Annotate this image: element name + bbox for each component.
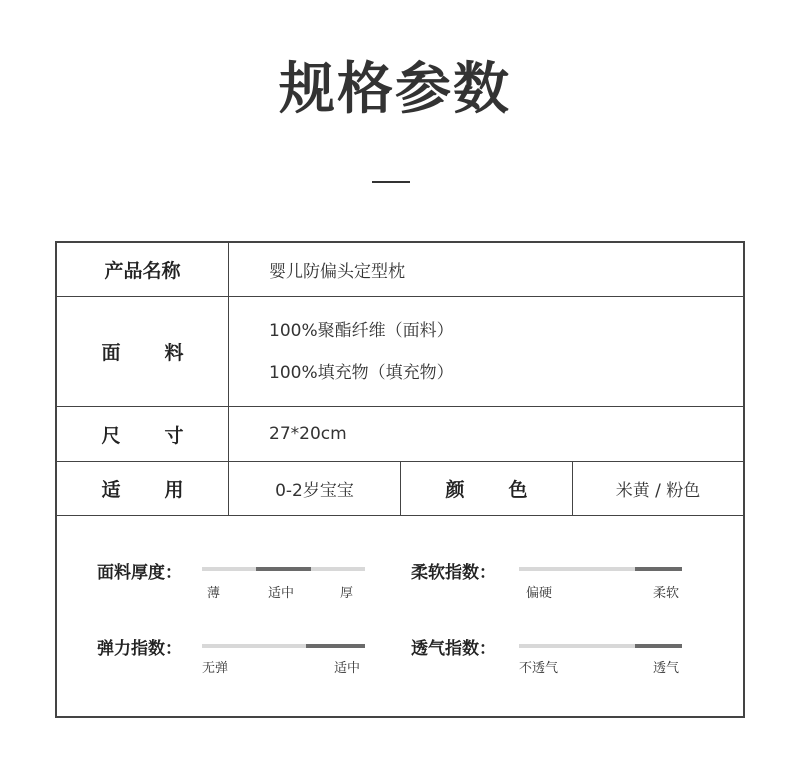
indicator-tick: 透气 (653, 661, 680, 676)
indicator-bar-fill (256, 567, 311, 571)
usage-label-text: 适用 (101, 479, 228, 501)
fabric-value (229, 297, 743, 406)
spec-table (55, 241, 745, 718)
usage-value: 0-2岁宝宝 (275, 481, 354, 501)
usage-label (57, 462, 228, 515)
indicator-bar (202, 644, 365, 648)
indicator-tick: 厚 (340, 586, 354, 601)
fabric-label-text: 面料 (101, 342, 228, 364)
color-label-text: 颜色 (445, 479, 572, 501)
indicator-tick: 偏硬 (526, 586, 553, 601)
indicator-bar-fill (635, 567, 682, 571)
indicator-label: 透气指数： (411, 639, 496, 659)
indicator-tick: 不透气 (519, 661, 559, 676)
indicator-bar (519, 644, 682, 648)
product-name-value: 婴儿防偏头定型枕 (269, 262, 405, 282)
indicator-bar-fill (635, 644, 682, 648)
indicator-bar (519, 567, 682, 571)
indicator-tick: 柔软 (653, 586, 680, 601)
indicator-tick: 适中 (268, 586, 295, 601)
size-label (57, 407, 228, 461)
fabric-label (57, 297, 228, 406)
page-title: 规格参数 (279, 57, 511, 122)
product-name-label: 产品名称 (104, 260, 181, 282)
fabric-value-line: 100%填充物（填充物） (269, 362, 454, 383)
color-value: 米黄 / 粉色 (615, 481, 701, 501)
fabric-value-line: 100%聚酯纤维（面料） (269, 320, 454, 341)
indicator-tick: 薄 (207, 586, 221, 601)
size-value: 27*20cm (269, 424, 347, 444)
indicator-tick: 无弹 (202, 661, 229, 676)
indicator-label: 面料厚度： (97, 563, 182, 583)
indicator-label: 弹力指数： (97, 639, 182, 659)
title-divider (372, 181, 410, 183)
row-divider (57, 515, 743, 516)
size-label-text: 尺寸 (101, 424, 228, 447)
indicator-tick: 适中 (334, 661, 361, 676)
indicator-label: 柔软指数： (411, 563, 496, 583)
indicator-bar (202, 567, 365, 571)
indicator-bar-fill (306, 644, 365, 648)
color-label (401, 462, 572, 515)
